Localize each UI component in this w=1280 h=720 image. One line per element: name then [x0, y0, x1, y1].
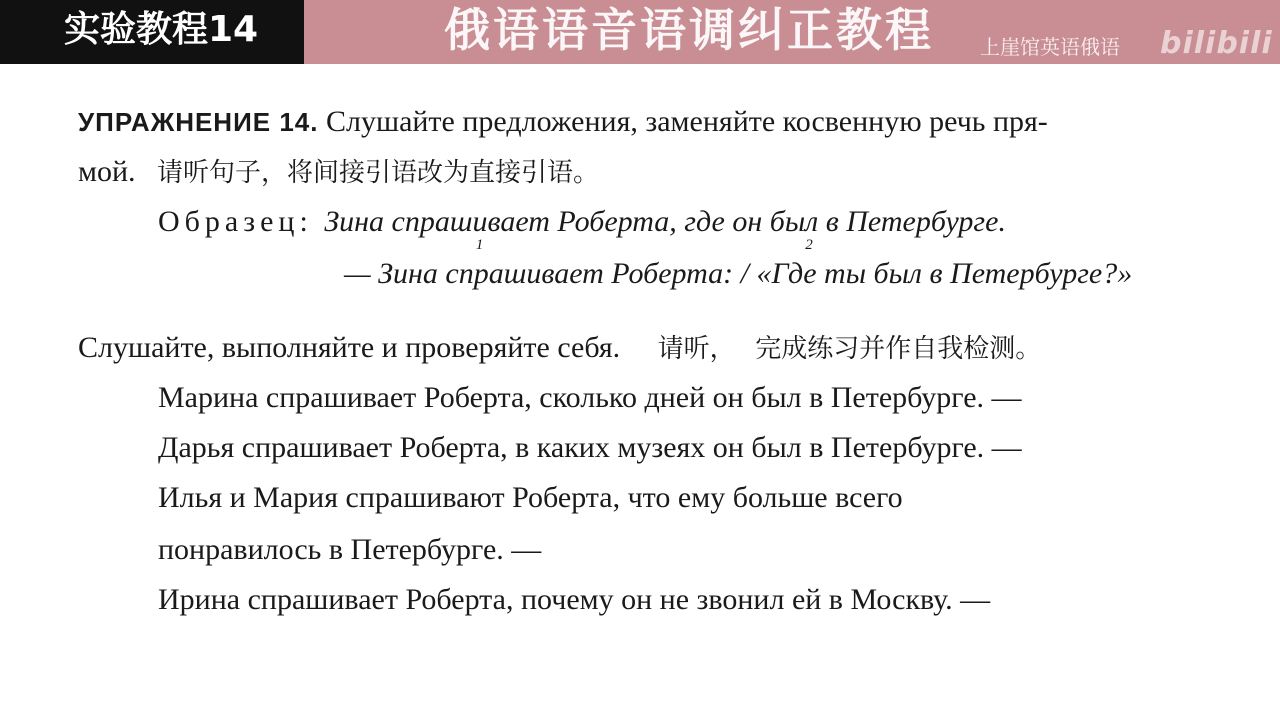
title-bar: [304, 0, 1280, 64]
instruction-text: Слушайте предложения, заменяйте косвенную речь пря-: [325, 105, 1048, 138]
bilibili-logo: bilibili: [1160, 26, 1273, 61]
sample-answer: [344, 237, 1133, 292]
answer-mid: ашивает Роберта: / «Гд: [488, 257, 804, 290]
answer-dash: — Зина сп: [344, 257, 474, 290]
sample-line: [158, 204, 1006, 240]
task-instruction: Слушайте, выполняйте и проверяйте себя.: [78, 331, 621, 364]
task-zh-1: 请听，: [657, 334, 736, 364]
task-instruction-line: [78, 330, 1041, 367]
task-item: Ирина спрашивает Роберта, почему он не звонил ей в Москву. —: [158, 583, 991, 616]
stressed-letter-1: р: [473, 257, 489, 290]
task-item: Марина спрашивает Роберта, сколько дней он был в Петербурге. —: [158, 381, 1022, 414]
exercise-instruction-line2: [78, 154, 599, 191]
exercise-instruction-line1: [78, 104, 1048, 140]
task-item: понравилось в Петербурге. —: [158, 533, 542, 566]
channel-watermark: 上崖馆英语俄语: [980, 35, 1120, 59]
instruction-zh: 请听句子，将间接引语改为直接引语。: [157, 158, 600, 188]
lesson-label: 实验教程14: [0, 0, 304, 64]
sample-sentence: Зина спрашивает Роберта, где он был в Петербурге.: [324, 205, 1006, 238]
task-zh-2: 完成练习并作自我检测。: [755, 334, 1042, 364]
instruction-text-cont: мой.: [78, 155, 136, 188]
sample-label: Образец:: [158, 205, 313, 238]
answer-end: ты был в Петербурге?»: [816, 257, 1133, 290]
task-item: Илья и Мария спрашивают Роберта, что ему больше всего: [158, 481, 903, 514]
exercise-heading: УПРАЖНЕНИЕ 14.: [78, 107, 319, 137]
task-item: Дарья спрашивает Роберта, в каких музеях он был в Петербурге. —: [158, 431, 1022, 464]
stress-mark-2: [803, 237, 817, 292]
stress-number-1: 1: [475, 237, 484, 253]
stressed-letter-2: е: [803, 257, 817, 290]
stress-mark-1: [473, 237, 489, 292]
course-title: 俄语语音语调纠正教程: [444, 3, 934, 57]
header-bar: [0, 0, 1280, 64]
stress-number-2: 2: [805, 237, 813, 253]
